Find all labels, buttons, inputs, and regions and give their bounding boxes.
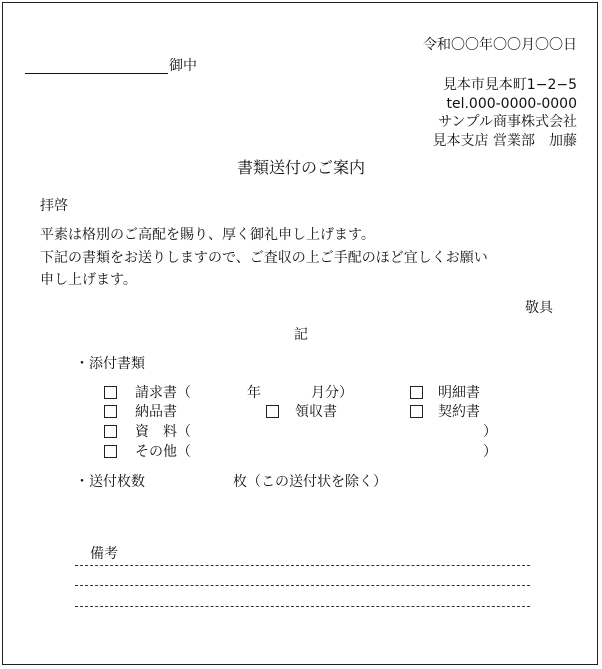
- checkbox-other[interactable]: [104, 445, 117, 458]
- remarks-line-3: [75, 606, 530, 607]
- remarks-line-2: [75, 585, 530, 586]
- document-title: 書類送付のご案内: [236, 158, 365, 177]
- label-delivery: 納品書: [135, 404, 177, 420]
- label-other: その他（: [135, 444, 191, 460]
- materials-close-paren: ）: [483, 424, 497, 440]
- documents-heading: ・添付書類: [75, 356, 145, 372]
- greeting: 拝啓: [40, 198, 68, 214]
- checkbox-statement[interactable]: [410, 386, 423, 399]
- checkbox-invoice[interactable]: [104, 386, 117, 399]
- sender-company: サンプル商事株式会社: [438, 114, 577, 130]
- checkbox-materials[interactable]: [104, 425, 117, 438]
- closing: 敬具: [525, 300, 553, 316]
- label-month: 月分）: [311, 385, 353, 401]
- remarks-line-1: [75, 565, 530, 566]
- body-line-2: 下記の書類をお送りしますので、ご査収の上ご手配のほど宜しくお願い: [40, 250, 488, 266]
- label-materials: 資 料（: [135, 424, 191, 440]
- recipient-underline: [25, 73, 168, 74]
- sender-tel: tel.000-0000-0000: [446, 96, 577, 112]
- label-contract: 契約書: [438, 404, 480, 420]
- body-line-3: 申し上げます。: [40, 272, 137, 288]
- count-label: ・送付枚数: [75, 474, 145, 490]
- remarks-label: 備考: [90, 546, 118, 562]
- label-invoice: 請求書（: [135, 385, 191, 401]
- ki-label: 記: [294, 327, 308, 343]
- document-page: [2, 2, 598, 665]
- sender-department: 見本支店 営業部 加藤: [432, 133, 577, 149]
- recipient-suffix: 御中: [169, 58, 197, 74]
- sender-address: 見本市見本町1−2−5: [442, 77, 577, 93]
- checkbox-delivery[interactable]: [104, 405, 117, 418]
- date: 令和〇〇年〇〇月〇〇日: [423, 37, 577, 53]
- label-receipt: 領収書: [295, 404, 337, 420]
- label-year: 年: [247, 385, 261, 401]
- label-statement: 明細書: [438, 385, 480, 401]
- count-value: 枚（この送付状を除く）: [233, 474, 387, 490]
- checkbox-receipt[interactable]: [266, 405, 279, 418]
- checkbox-contract[interactable]: [410, 405, 423, 418]
- body-line-1: 平素は格別のご高配を賜り、厚く御礼申し上げます。: [40, 227, 375, 243]
- other-close-paren: ）: [483, 444, 497, 460]
